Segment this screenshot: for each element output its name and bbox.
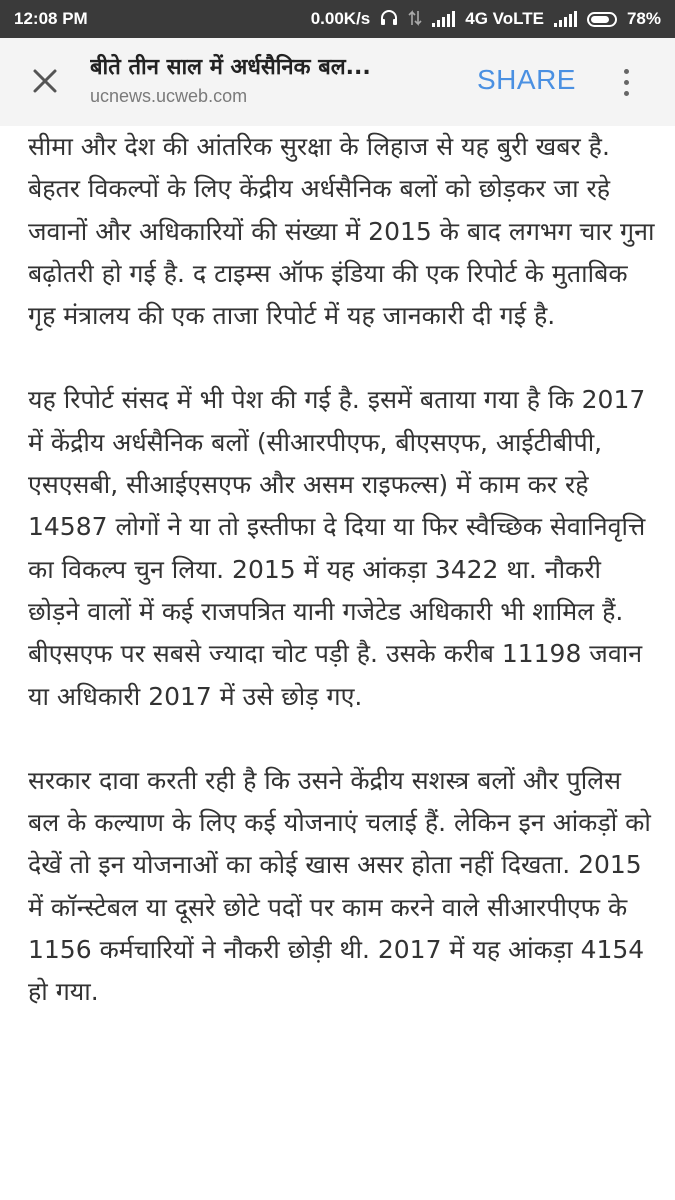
signal-icon-2 <box>554 11 577 27</box>
more-options-button[interactable] <box>608 62 644 102</box>
data-transfer-icon <box>408 10 422 29</box>
article-paragraph: सीमा और देश की आंतरिक सुरक्षा के लिहाज से यह बुरी खबर है. बेहतर विकल्पों के लिए केंद्रीय अर्धसैनिक बलों को छोड़कर जा रहे जवानों और अधिकारियों की संख्या में 2015 के बाद लगभग चार गुना बढ़ोतरी हो गई है. द टाइम्स ऑफ इंडिया की एक रिपोर्ट के मुताबिक गृह मंत्रालय की एक ताजा रिपोर्ट में यह जानकारी दी गई है. <box>28 132 655 331</box>
page-title: बीते तीन साल में अर्धसैनिक बल... <box>90 55 371 80</box>
headset-icon <box>380 10 398 29</box>
page-url: ucnews.ucweb.com <box>90 86 248 106</box>
share-button[interactable]: SHARE <box>477 64 576 95</box>
signal-icon <box>432 11 455 27</box>
article-paragraph: यह रिपोर्ट संसद में भी पेश की गई है. इसमें बताया गया है कि 2017 में केंद्रीय अर्धसैनिक बलों (सीआरपीएफ, बीएसएफ, आईटीबीपी, एसएसबी, सीआईएसएफ और असम राइफल्स) में काम कर रहे 14587 लोगों ने या तो इस्तीफा दे दिया या फिर स्वैच्छिक सेवानिवृत्ति का विकल्प चुन लिया. 2015 में यह आंकड़ा 3422 था. नौकरी छोड़ने वालों में कई राजपत्रित यानी गजेटेड अधिकारी भी शामिल हैं. बीएसएफ पर सबसे ज्यादा चोट पड़ी है. उसके करीब 11198 जवान या अधिकारी 2017 में उसे छोड़ गए. <box>28 385 646 711</box>
network-speed: 0.00K/s <box>310 9 371 28</box>
status-bar <box>0 0 675 38</box>
status-time: 12:08 PM <box>14 9 88 28</box>
app-bar <box>0 38 675 126</box>
more-vert-icon <box>624 69 629 74</box>
battery-level: 78% <box>626 9 661 28</box>
battery-icon <box>587 12 617 27</box>
close-icon <box>32 68 58 94</box>
article-body <box>28 126 658 1200</box>
close-button[interactable] <box>22 58 68 104</box>
status-indicators <box>311 9 661 29</box>
network-type: 4G VoLTE <box>465 9 544 28</box>
article-paragraph: सरकार दावा करती रही है कि उसने केंद्रीय सशस्त्र बलों और पुलिस बल के कल्याण के लिए कई योजनाएं चलाई हैं. लेकिन इन आंकड़ों को देखें तो इन योजनाओं का कोई खास असर होता नहीं दिखता. 2015 में कॉन्स्टेबल या दूसरे छोटे पदों पर काम करने वाले सीआरपीएफ के 1156 कर्मचारियों ने नौकरी छोड़ी थी. 2017 में यह आंकड़ा 4154 हो गया. <box>28 765 651 1007</box>
page-title-block <box>90 52 450 108</box>
